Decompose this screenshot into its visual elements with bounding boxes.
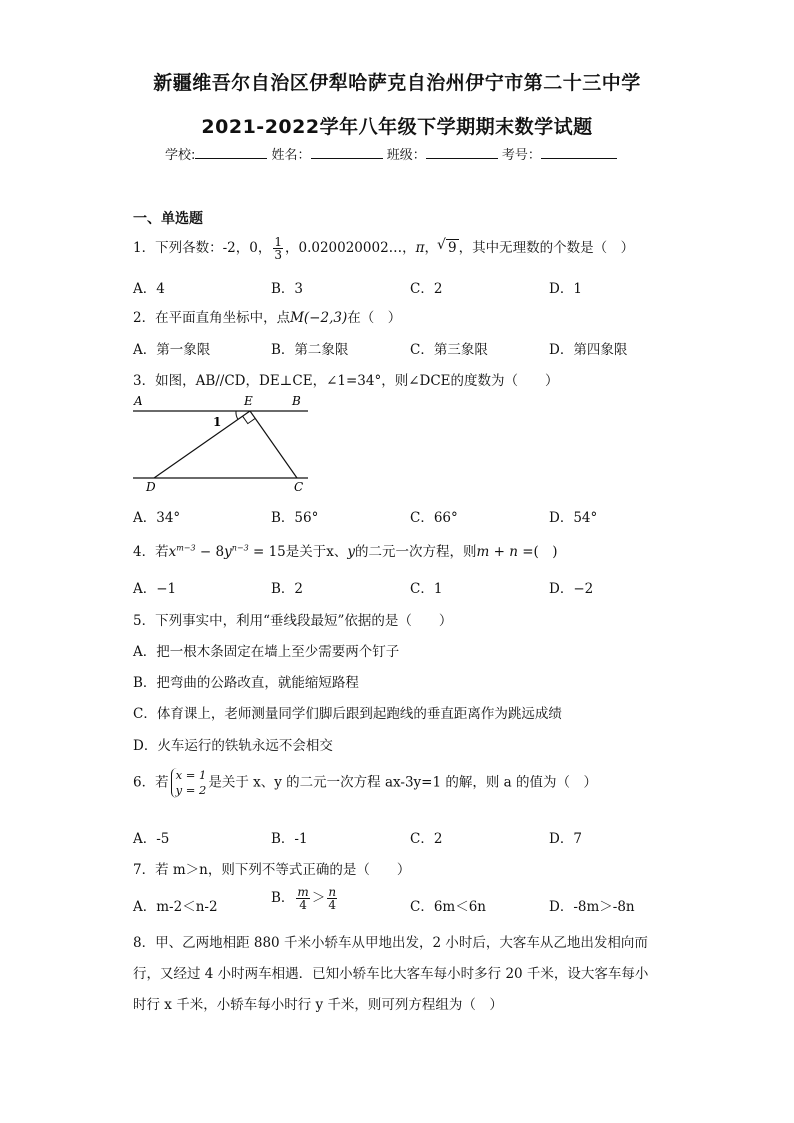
- exam-number-blank[interactable]: [541, 146, 617, 159]
- q7-option-c[interactable]: C．6m＜6n: [410, 899, 487, 915]
- q1-option-a[interactable]: A．4: [133, 281, 165, 297]
- q3-option-a[interactable]: A．34°: [133, 510, 181, 526]
- question-4: 4．若$x^{m-3} - 8y^{n-3} = 15$是关于x、y的二元一次方程，则m + n =( ): [133, 543, 558, 560]
- q4-option-a[interactable]: A．−1: [133, 581, 177, 597]
- question-7: 7．若 m＞n，则下列不等式正确的是（ ）: [133, 862, 411, 878]
- point-m: M(−2,3): [290, 310, 348, 326]
- q7-option-a[interactable]: A．m-2＜n-2: [133, 899, 218, 915]
- segment-ed: [154, 411, 250, 478]
- q5-option-d[interactable]: D．火车运行的铁轨永远不会相交: [133, 738, 333, 754]
- q6-option-b[interactable]: B．-1: [271, 831, 308, 847]
- q1-option-b[interactable]: B．3: [271, 281, 304, 297]
- question-8-line-2: 行，又经过 4 小时两车相遇．已知小轿车比大客车每小时多行 20 千米，设大客车每小: [133, 966, 649, 982]
- q4-option-d[interactable]: D．−2: [549, 581, 594, 597]
- fraction-one-third: $\frac{1}{3}$: [274, 235, 282, 262]
- class-label: 班级：: [386, 148, 426, 163]
- label-a: A: [134, 394, 143, 408]
- q6-option-d[interactable]: D．7: [549, 831, 582, 847]
- school-label: 学校:: [165, 148, 196, 163]
- school-blank[interactable]: [195, 146, 267, 159]
- question-6: 6．若 x = 1 y = 2 是关于 x、y 的二元一次方程 ax-3y=1 的解，则 a 的值为（ ）: [133, 768, 597, 797]
- name-label: 姓名：: [271, 148, 311, 163]
- question-5: 5．下列事实中，利用“垂线段最短”依据的是（ ）: [133, 613, 453, 629]
- label-e: E: [244, 394, 253, 408]
- q2-option-b[interactable]: B．第二象限: [271, 342, 349, 358]
- title-line-2: 2021-2022学年八年级下学期期末数学试题: [201, 116, 593, 138]
- question-2: 2．在平面直角坐标中，点M(−2,3)在（ ）: [133, 310, 402, 326]
- q3-figure: [128, 390, 318, 494]
- student-info-line: [165, 144, 617, 163]
- question-8-line-1: 8．甲、乙两地相距 880 千米小轿车从甲地出发，2 小时后，大客车从乙地出发相向而: [133, 935, 648, 951]
- question-8-line-3: 时行 x 千米，小轿车每小时行 y 千米，则可列方程组为（ ）: [133, 997, 503, 1013]
- q4-option-b[interactable]: B．2: [271, 581, 304, 597]
- section-heading: 一、单选题: [133, 211, 203, 227]
- class-blank[interactable]: [426, 146, 498, 159]
- name-blank[interactable]: [311, 146, 383, 159]
- q5-option-a[interactable]: A．把一根木条固定在墙上至少需要两个钉子: [133, 644, 400, 660]
- exam-number-label: 考号：: [501, 148, 541, 163]
- q2-option-d[interactable]: D．第四象限: [549, 342, 628, 358]
- right-angle-mark: [243, 416, 256, 423]
- q4-option-c[interactable]: C．1: [410, 581, 443, 597]
- q1-option-c[interactable]: C．2: [410, 281, 443, 297]
- q1-option-d[interactable]: D．1: [549, 281, 582, 297]
- title-line-1: 新疆维吾尔自治区伊犁哈萨克自治州伊宁市第二十三中学: [153, 72, 641, 94]
- q2-option-c[interactable]: C．第三象限: [410, 342, 488, 358]
- label-b: B: [292, 394, 301, 408]
- q6-option-a[interactable]: A．-5: [133, 831, 170, 847]
- angle-1-arc: [236, 411, 238, 420]
- q3-option-d[interactable]: D．54°: [549, 510, 598, 526]
- q3-option-c[interactable]: C．66°: [410, 510, 458, 526]
- question-3: 3．如图，AB//CD，DE⊥CE，∠1=34°，则∠DCE的度数为（ ）: [133, 373, 559, 389]
- label-d: D: [146, 480, 156, 494]
- label-angle-1: 1: [213, 415, 222, 429]
- q7-option-b[interactable]: B． $\frac{m}{4}$ ＞ $\frac{n}{4}$: [271, 885, 337, 912]
- q6-option-c[interactable]: C．2: [410, 831, 443, 847]
- segment-ec: [250, 411, 297, 478]
- label-c: C: [294, 480, 304, 494]
- equation-system: x = 1 y = 2: [171, 768, 207, 798]
- sqrt-nine: √ 9: [446, 239, 459, 256]
- question-1: 1．下列各数：-2，0， $\frac{1}{3}$ ，0.020020002…，π，√ 9 ，其中无理数的个数是（ ）: [133, 236, 634, 261]
- q2-option-a[interactable]: A．第一象限: [133, 342, 211, 358]
- q5-option-b[interactable]: B．把弯曲的公路改直，就能缩短路程: [133, 675, 359, 691]
- q7-option-d[interactable]: D．-8m＞-8n: [549, 899, 635, 915]
- q5-option-c[interactable]: C．体育课上，老师测量同学们脚后跟到起跑线的垂直距离作为跳远成绩: [133, 706, 562, 722]
- q3-option-b[interactable]: B．56°: [271, 510, 319, 526]
